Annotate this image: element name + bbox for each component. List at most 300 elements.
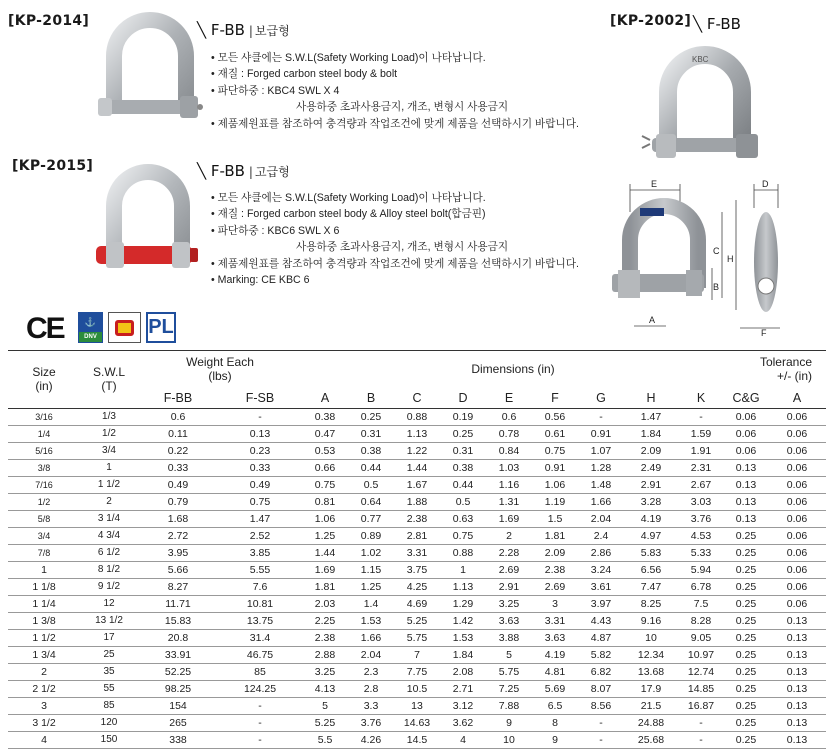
table-cell: 0.13: [768, 646, 826, 663]
spec-item: • 파단하중 : KBC6 SWL X 6: [211, 224, 340, 237]
sub-header-9: H: [624, 388, 678, 408]
table-cell: 3.12: [440, 697, 486, 714]
table-cell: 0.25: [724, 714, 768, 731]
table-cell: 7: [394, 646, 440, 663]
table-cell: -: [218, 697, 302, 714]
table-cell: 1.91: [678, 442, 724, 459]
table-cell: 85: [80, 697, 138, 714]
table-cell: 1.53: [348, 612, 394, 629]
table-cell: 0.25: [348, 408, 394, 425]
table-cell: -: [678, 731, 724, 748]
table-cell: 1.13: [440, 578, 486, 595]
table-cell: 120: [80, 714, 138, 731]
table-cell: 0.06: [768, 408, 826, 425]
bolt-shackle-photo-kp-2014: [96, 10, 207, 138]
dim-label-e: E: [651, 179, 658, 189]
table-cell: 9 1/2: [80, 578, 138, 595]
table-cell: 4.81: [532, 663, 578, 680]
table-cell: 3.03: [678, 493, 724, 510]
table-cell: 1.48: [578, 476, 624, 493]
spec-item-note: 사용하중 초과사용금지, 개조, 변형시 사용금지: [296, 101, 509, 114]
table-cell: 1.42: [440, 612, 486, 629]
table-cell: 1 3/8: [8, 612, 80, 629]
table-cell: 6.82: [578, 663, 624, 680]
table-cell: 1.81: [532, 527, 578, 544]
table-cell: 1/2: [80, 425, 138, 442]
table-cell: 1.07: [578, 442, 624, 459]
table-cell: 0.61: [532, 425, 578, 442]
table-cell: 6 1/2: [80, 544, 138, 561]
table-cell: 2.4: [578, 527, 624, 544]
table-cell: 0.06: [768, 595, 826, 612]
table-cell: 3/8: [8, 459, 80, 476]
dim-label-h: H: [727, 254, 734, 264]
sub-header-0: F-BB: [138, 388, 218, 408]
table-cell: 9: [486, 714, 532, 731]
table-cell: 1: [440, 561, 486, 578]
table-cell: 5.94: [678, 561, 724, 578]
table-cell: 25: [80, 646, 138, 663]
table-cell: 0.44: [348, 459, 394, 476]
table-cell: 5: [302, 697, 348, 714]
table-cell: 2.67: [678, 476, 724, 493]
table-cell: 0.53: [302, 442, 348, 459]
table-cell: 4.26: [348, 731, 394, 748]
table-cell: 4.97: [624, 527, 678, 544]
table-cell: 0.89: [348, 527, 394, 544]
table-cell: 0.63: [440, 510, 486, 527]
table-cell: 2.04: [348, 646, 394, 663]
table-cell: 4.13: [302, 680, 348, 697]
table-cell: 0.06: [724, 425, 768, 442]
table-cell: 2.38: [532, 561, 578, 578]
sub-header-4: C: [394, 388, 440, 408]
table-cell: 8.28: [678, 612, 724, 629]
table-cell: 10: [624, 629, 678, 646]
table-cell: 14.85: [678, 680, 724, 697]
table-cell: 1.59: [678, 425, 724, 442]
table-cell: 4.53: [678, 527, 724, 544]
spec-item: • 파단하중 : KBC4 SWL X 4: [211, 84, 340, 97]
table-cell: 1.15: [348, 561, 394, 578]
table-cell: 15.83: [138, 612, 218, 629]
spec-item: • Marking: CE KBC 6: [211, 274, 310, 287]
col-header-size: Size (in): [8, 350, 80, 408]
col-header-weight: Weight Each (lbs): [186, 355, 254, 383]
table-cell: 4.19: [532, 646, 578, 663]
table-cell: 6.56: [624, 561, 678, 578]
table-cell: 154: [138, 697, 218, 714]
table-cell: 8 1/2: [80, 561, 138, 578]
table-cell: 0.25: [724, 578, 768, 595]
dim-label-d: D: [762, 179, 769, 189]
table-cell: 2.08: [440, 663, 486, 680]
table-cell: 6.5: [532, 697, 578, 714]
table-cell: 1/3: [80, 408, 138, 425]
table-cell: 1.16: [486, 476, 532, 493]
table-cell: 7.75: [394, 663, 440, 680]
table-cell: 0.75: [302, 476, 348, 493]
col-header-tolerance: Tolerance +/- (in): [759, 355, 812, 383]
table-cell: 2.91: [486, 578, 532, 595]
spec-table: [8, 350, 826, 749]
table-cell: 10: [486, 731, 532, 748]
table-cell: 5.75: [394, 629, 440, 646]
table-cell: 1.06: [532, 476, 578, 493]
quality-badge-icon: [115, 320, 134, 336]
table-cell: 98.25: [138, 680, 218, 697]
table-cell: 31.4: [218, 629, 302, 646]
table-cell: 1.69: [302, 561, 348, 578]
table-row: [8, 510, 826, 527]
shackle-marking: KBC: [692, 55, 709, 64]
table-cell: 17: [80, 629, 138, 646]
table-cell: 0.11: [138, 425, 218, 442]
table-cell: 2.03: [302, 595, 348, 612]
table-row: [8, 493, 826, 510]
table-cell: 0.79: [138, 493, 218, 510]
table-cell: 0.13: [768, 663, 826, 680]
product-type-label: 고급형: [254, 165, 290, 179]
table-cell: 2.25: [302, 612, 348, 629]
table-cell: 150: [80, 731, 138, 748]
table-cell: 3/16: [8, 408, 80, 425]
table-cell: 2.28: [486, 544, 532, 561]
product-type-label: 보급형: [254, 24, 290, 38]
table-cell: 1.22: [394, 442, 440, 459]
table-cell: 13.75: [218, 612, 302, 629]
table-cell: 14.5: [394, 731, 440, 748]
table-cell: 7.25: [486, 680, 532, 697]
table-cell: 14.63: [394, 714, 440, 731]
table-cell: 3.97: [578, 595, 624, 612]
table-cell: 1.84: [624, 425, 678, 442]
table-cell: 0.06: [768, 510, 826, 527]
table-cell: 0.25: [724, 663, 768, 680]
table-cell: 4.25: [394, 578, 440, 595]
table-cell: 16.87: [678, 697, 724, 714]
table-cell: 0.06: [768, 544, 826, 561]
table-cell: 0.25: [724, 561, 768, 578]
title-slash: ╲: [197, 21, 207, 39]
table-cell: 0.06: [768, 493, 826, 510]
ce-mark-logo: CE: [26, 312, 64, 345]
table-cell: 1.28: [578, 459, 624, 476]
table-row: [8, 527, 826, 544]
spec-item: • 재질 : Forged carbon steel body & bolt: [211, 68, 398, 81]
table-row: [8, 561, 826, 578]
table-cell: 12.34: [624, 646, 678, 663]
table-cell: 7/16: [8, 476, 80, 493]
table-cell: 1.25: [348, 578, 394, 595]
spec-item: • 제품제원표를 참조하여 충격량과 작업조건에 맞게 제품을 선택하시기 바랍니다.: [211, 117, 579, 130]
table-cell: 2.69: [532, 578, 578, 595]
sub-header-12: A: [768, 388, 826, 408]
table-cell: 5.75: [486, 663, 532, 680]
table-cell: 5.82: [578, 646, 624, 663]
table-cell: 1/4: [8, 425, 80, 442]
table-cell: 3.95: [138, 544, 218, 561]
table-cell: 0.06: [724, 442, 768, 459]
table-cell: -: [218, 714, 302, 731]
table-cell: 2.86: [578, 544, 624, 561]
table-cell: 0.25: [724, 731, 768, 748]
table-cell: 8.25: [624, 595, 678, 612]
sub-header-3: B: [348, 388, 394, 408]
table-cell: 2.31: [678, 459, 724, 476]
divider: |: [248, 165, 253, 179]
table-cell: 10.81: [218, 595, 302, 612]
table-cell: 2.71: [440, 680, 486, 697]
table-cell: 265: [138, 714, 218, 731]
divider: |: [248, 24, 253, 38]
table-cell: 1.44: [302, 544, 348, 561]
sub-header-2: A: [302, 388, 348, 408]
table-cell: 0.23: [218, 442, 302, 459]
sub-header-10: K: [678, 388, 724, 408]
table-cell: 5.5: [302, 731, 348, 748]
product-name: F-BB: [706, 15, 741, 33]
table-row: [8, 578, 826, 595]
table-cell: 3.63: [532, 629, 578, 646]
table-cell: 0.47: [302, 425, 348, 442]
dnv-label: DNV: [79, 332, 102, 342]
table-cell: 0.38: [302, 408, 348, 425]
table-cell: -: [578, 408, 624, 425]
table-cell: 1 1/2: [80, 476, 138, 493]
table-cell: 0.91: [578, 425, 624, 442]
table-cell: 2.38: [302, 629, 348, 646]
table-cell: 1.29: [440, 595, 486, 612]
sub-header-8: G: [578, 388, 624, 408]
table-cell: 2: [80, 493, 138, 510]
table-cell: 5.33: [678, 544, 724, 561]
table-cell: 8: [532, 714, 578, 731]
table-cell: 3.25: [486, 595, 532, 612]
product-code-kp-2015: [KP-2015]: [12, 158, 94, 174]
table-cell: 3 1/4: [80, 510, 138, 527]
table-cell: 4.69: [394, 595, 440, 612]
table-cell: 4: [440, 731, 486, 748]
table-cell: 13.68: [624, 663, 678, 680]
table-cell: 46.75: [218, 646, 302, 663]
sub-header-1: F-SB: [218, 388, 302, 408]
table-cell: 0.13: [768, 629, 826, 646]
table-cell: 12: [80, 595, 138, 612]
table-cell: 0.13: [218, 425, 302, 442]
product-title-kp-2002: [693, 15, 741, 33]
table-cell: 0.44: [440, 476, 486, 493]
table-cell: 4: [8, 731, 80, 748]
quality-system-logo: [108, 312, 141, 343]
table-cell: 33.91: [138, 646, 218, 663]
table-cell: 0.06: [768, 442, 826, 459]
table-cell: 0.81: [302, 493, 348, 510]
dim-label-c: C: [713, 246, 720, 256]
table-cell: 10.97: [678, 646, 724, 663]
spec-item: • 제품제원표를 참조하여 충격량과 작업조건에 맞게 제품을 선택하시기 바랍니다.: [211, 257, 579, 270]
table-cell: 25.68: [624, 731, 678, 748]
title-slash: ╲: [693, 15, 703, 33]
table-cell: 1 1/2: [8, 629, 80, 646]
table-cell: 2.38: [394, 510, 440, 527]
table-cell: 1.84: [440, 646, 486, 663]
table-cell: 3/4: [80, 442, 138, 459]
table-cell: 0.06: [768, 425, 826, 442]
table-row: [8, 646, 826, 663]
table-cell: 1.66: [578, 493, 624, 510]
title-slash: ╲: [197, 162, 207, 180]
table-cell: 1 1/4: [8, 595, 80, 612]
product-code-kp-2002: [KP-2002]: [610, 13, 692, 29]
table-cell: 2: [486, 527, 532, 544]
table-cell: 3: [8, 697, 80, 714]
table-cell: 0.31: [348, 425, 394, 442]
table-cell: 0.75: [532, 442, 578, 459]
table-cell: 0.25: [724, 680, 768, 697]
table-cell: 0.75: [440, 527, 486, 544]
table-cell: 1.03: [486, 459, 532, 476]
marking-plate: [640, 208, 664, 216]
table-cell: 1.25: [302, 527, 348, 544]
table-cell: 24.88: [624, 714, 678, 731]
table-cell: 8.27: [138, 578, 218, 595]
table-cell: 0.66: [302, 459, 348, 476]
bolt-shackle-photo-kp-2002: [640, 40, 770, 170]
table-cell: 1.06: [302, 510, 348, 527]
table-cell: 0.64: [348, 493, 394, 510]
table-cell: 5.66: [138, 561, 218, 578]
table-row: [8, 629, 826, 646]
table-cell: 5.83: [624, 544, 678, 561]
table-cell: 1.47: [624, 408, 678, 425]
table-cell: 0.91: [532, 459, 578, 476]
table-cell: 20.8: [138, 629, 218, 646]
table-cell: 0.25: [724, 629, 768, 646]
table-cell: 0.06: [768, 459, 826, 476]
table-cell: 0.25: [724, 646, 768, 663]
table-cell: 0.33: [138, 459, 218, 476]
table-cell: 2.81: [394, 527, 440, 544]
table-cell: 0.13: [724, 476, 768, 493]
table-cell: -: [218, 731, 302, 748]
table-cell: 4.87: [578, 629, 624, 646]
table-cell: 3.75: [394, 561, 440, 578]
spec-item: • 모든 샤클에는 S.W.L(Safety Working Load)이 나타납니다.: [211, 52, 486, 64]
table-cell: 2.52: [218, 527, 302, 544]
table-cell: 5: [486, 646, 532, 663]
table-cell: 0.88: [394, 408, 440, 425]
table-row: [8, 595, 826, 612]
sub-header-11: C&G: [724, 388, 768, 408]
table-cell: 0.06: [768, 578, 826, 595]
table-cell: 7.88: [486, 697, 532, 714]
table-cell: 0.49: [218, 476, 302, 493]
table-cell: 0.25: [724, 697, 768, 714]
table-cell: 1 1/8: [8, 578, 80, 595]
table-cell: 1.02: [348, 544, 394, 561]
table-cell: 0.56: [532, 408, 578, 425]
spec-list-kp-2015: [211, 190, 579, 288]
table-cell: 0.22: [138, 442, 218, 459]
table-cell: 0.84: [486, 442, 532, 459]
table-cell: 0.25: [724, 612, 768, 629]
table-cell: 11.71: [138, 595, 218, 612]
table-cell: 2.09: [624, 442, 678, 459]
table-cell: 6.78: [678, 578, 724, 595]
table-cell: 2.91: [624, 476, 678, 493]
table-cell: 5.25: [302, 714, 348, 731]
table-cell: 8.07: [578, 680, 624, 697]
table-cell: 0.25: [440, 425, 486, 442]
table-cell: 2.3: [348, 663, 394, 680]
product-name: F-BB: [210, 21, 245, 39]
table-cell: 3.28: [624, 493, 678, 510]
table-cell: 0.13: [768, 731, 826, 748]
spec-item: • 재질 : Forged carbon steel body & Alloy steel bolt(합금핀): [211, 208, 486, 221]
table-cell: 3.31: [394, 544, 440, 561]
spec-item-note: 사용하중 초과사용금지, 개조, 변형시 사용금지: [296, 241, 509, 254]
table-cell: 3.85: [218, 544, 302, 561]
table-cell: 1.5: [532, 510, 578, 527]
table-cell: 2.8: [348, 680, 394, 697]
table-cell: 0.25: [724, 544, 768, 561]
table-cell: 338: [138, 731, 218, 748]
table-cell: 52.25: [138, 663, 218, 680]
table-cell: 7/8: [8, 544, 80, 561]
table-cell: 2.49: [624, 459, 678, 476]
table-cell: 3.63: [486, 612, 532, 629]
table-cell: 3.62: [440, 714, 486, 731]
table-row: [8, 714, 826, 731]
table-cell: 124.25: [218, 680, 302, 697]
table-row: [8, 731, 826, 748]
spec-list-kp-2014: [211, 50, 579, 132]
table-cell: 1.68: [138, 510, 218, 527]
table-cell: 0.06: [768, 561, 826, 578]
table-cell: 0.77: [348, 510, 394, 527]
table-cell: 0.13: [768, 680, 826, 697]
table-cell: 4.43: [578, 612, 624, 629]
table-cell: 0.13: [768, 714, 826, 731]
table-cell: 3/4: [8, 527, 80, 544]
table-cell: 3.88: [486, 629, 532, 646]
table-cell: 17.9: [624, 680, 678, 697]
table-cell: 3.24: [578, 561, 624, 578]
table-cell: 1.66: [348, 629, 394, 646]
table-cell: 0.31: [440, 442, 486, 459]
col-header-dimensions: Dimensions (in): [471, 362, 555, 376]
table-cell: 0.33: [218, 459, 302, 476]
table-cell: 1.88: [394, 493, 440, 510]
table-cell: 1 3/4: [8, 646, 80, 663]
table-cell: 2.88: [302, 646, 348, 663]
table-cell: 0.25: [724, 595, 768, 612]
table-cell: 5.55: [218, 561, 302, 578]
table-row: [8, 544, 826, 561]
table-cell: 2.69: [486, 561, 532, 578]
dim-label-a: A: [649, 315, 656, 325]
table-cell: 1.4: [348, 595, 394, 612]
dimension-diagram: [600, 178, 820, 338]
table-cell: 0.13: [724, 459, 768, 476]
table-cell: -: [218, 408, 302, 425]
table-cell: 0.5: [440, 493, 486, 510]
product-code-kp-2014: [KP-2014]: [8, 13, 90, 29]
table-cell: 12.74: [678, 663, 724, 680]
table-cell: 0.6: [138, 408, 218, 425]
pl-insurance-logo: PL: [146, 312, 176, 343]
